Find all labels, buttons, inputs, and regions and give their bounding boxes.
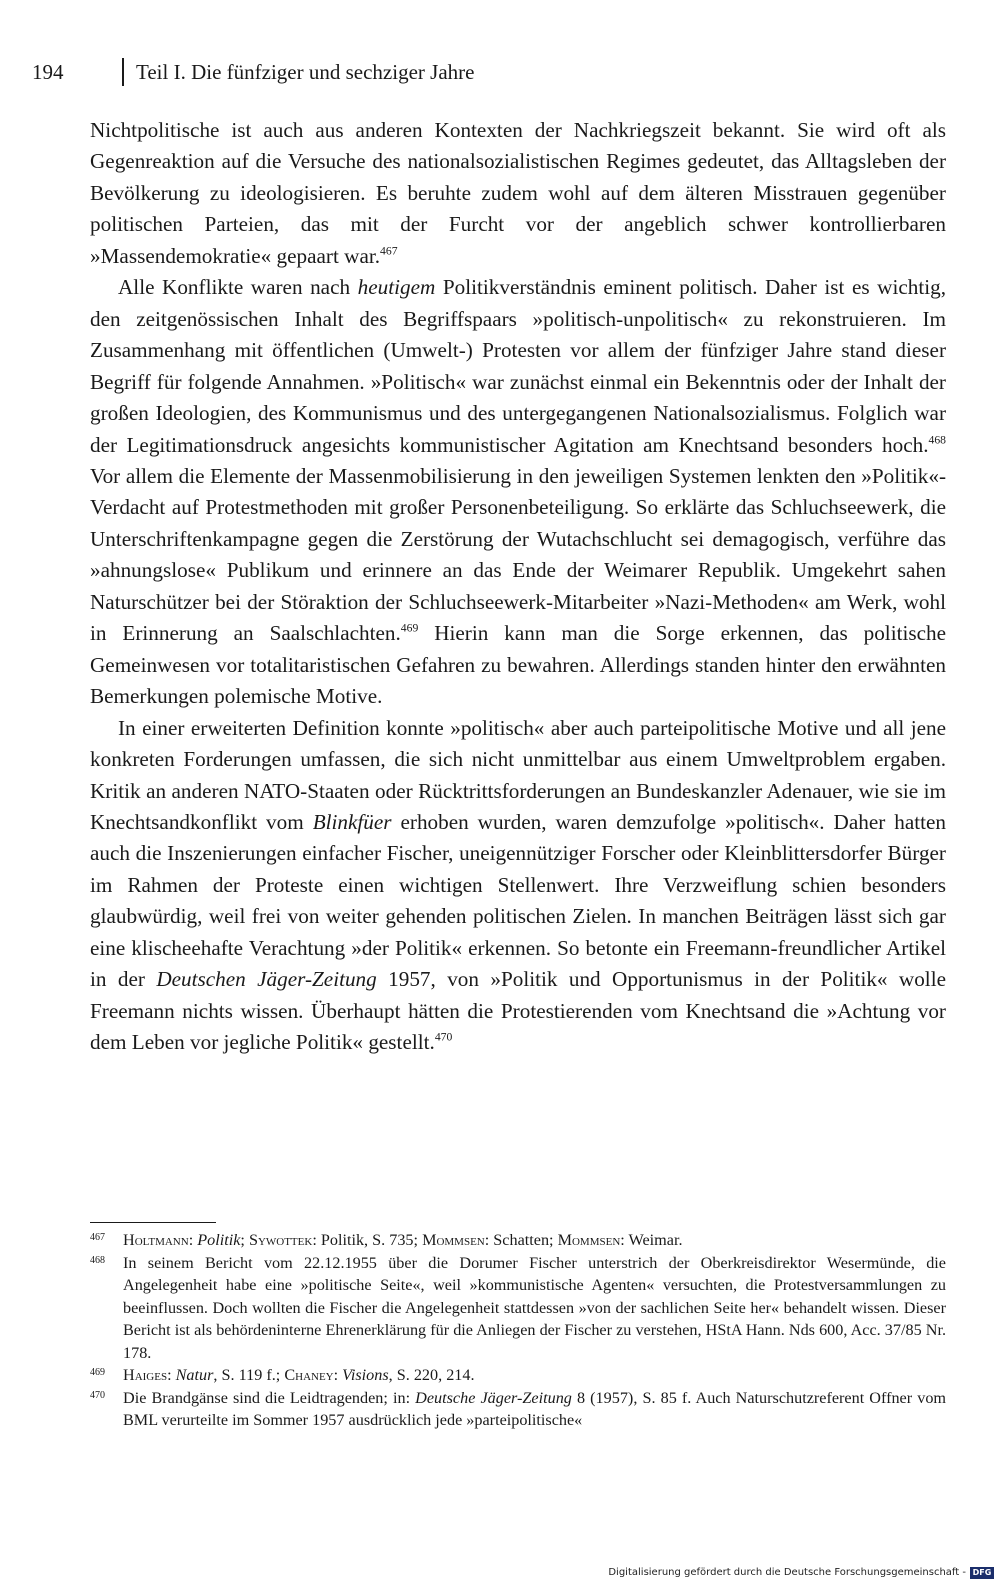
footnote-467 [90, 1229, 946, 1252]
running-header [32, 56, 932, 88]
paragraph-text: Vor allem die Elemente der Massenmobilisierung in den jeweiligen Systemen lenkten den »Politik«-Verdacht auf Protestmethoden mit großer Personenbeteiligung. So erklärte das Schluchseewerk, die Unterschriftenkampagne gegen die Zerstörung der Wutachschlucht sei demagogisch, verführe das »ahnungslose« Publikum und erinnere an das Ende der Weimarer Republik. Umgekehrt sahen Naturschützer bei der Störaktion der Schluchseewerk-Mitarbeiter »Nazi-Methoden« am Werk, wohl in Erinnerung an Saalschlachten. [90, 463, 946, 646]
emphasis-text: Blinkfüer [312, 809, 392, 834]
work-title: Natur [175, 1366, 214, 1384]
author-name: Haiges [123, 1366, 168, 1384]
footnote-text: , S. 119 f.; [213, 1366, 285, 1384]
paragraph-2 [90, 272, 946, 712]
paragraph-text: Politikverständnis eminent politisch. Daher ist es wichtig, den zeitgenössischen Inhalt des Begriffspaars »politisch-unpolitisch« zu rekonstruieren. Im Zusammenhang mit öffentlichen (Umwelt-) Protesten vor allem der fünfziger Jahre stand dieser Begriff für folgende Annahmen. »Politisch« war zunächst einmal ein Bekenntnis oder der Inhalt der großen Ideologien, des Kommunismus und des untergegangenen Nationalsozialismus. Folglich war der Legitimationsdruck angesichts kommunistischer Agitation am Knechtsand besonders hoch. [90, 275, 946, 457]
footnote-text: : [167, 1366, 176, 1384]
author-name: Mommsen [557, 1231, 621, 1249]
footnote-text: ; [240, 1231, 249, 1249]
footnote-number: 467 [90, 1232, 105, 1243]
footnote-text: : [333, 1366, 343, 1384]
footnote-separator [90, 1222, 216, 1223]
footnote-text: : Weimar. [620, 1231, 683, 1249]
footnotes [90, 1229, 946, 1432]
footnote-469 [90, 1364, 946, 1387]
footnote-text: : Politik, S. 735; [312, 1231, 423, 1249]
body-text [90, 115, 946, 1059]
page-number: 194 [32, 60, 64, 84]
footnote-ref-470[interactable]: 470 [434, 1030, 453, 1044]
paragraph-text: Alle Konflikte waren nach [118, 275, 358, 300]
author-name: Sywottek [248, 1231, 313, 1249]
paragraph-3 [90, 713, 946, 1059]
author-name: Holtmann [123, 1231, 189, 1249]
paragraph-text: Hierin kann man die Sorge erkennen, das politische Gemeinwesen vor totalitaristischen Gefahren zu bewahren. Allerdings standen hinter den erwähnten Bemerkungen polemische Motive. [90, 621, 946, 709]
footnote-number: 469 [90, 1367, 105, 1378]
footnote-text: 8 (1957), S. 85 f. Auch Naturschutzreferent Offner vom BML verurteilte im Sommer 1957 ausdrücklich jede »parteipolitische« [123, 1388, 947, 1429]
footnote-ref-469[interactable]: 469 [400, 621, 419, 635]
footnote-text: : Schatten; [484, 1231, 558, 1249]
footnote-text: : [188, 1231, 198, 1249]
dfg-logo: DFG [970, 1567, 994, 1579]
paragraph-text: 1957, von »Politik und Opportunismus in der Politik« wolle Freemann nichts wissen. Überhaupt hätten die Protestierenden vom Knechtsand die »Achtung vor dem Leben vor jegliche Politik« gestellt. [90, 967, 946, 1055]
paragraph-text: erhoben wurden, waren demzufolge »politisch«. Daher hatten auch die Inszenierungen einfacher Fischer, uneigennütziger Forscher oder Kleinblittersdorfer Bürger im Rahmen der Proteste einen wichtigen Stellenwert. Ihre Verzweiflung schien besonders glaubwürdig, weil frei von weiter gehenden politischen Zielen. In manchen Beiträgen lässt sich gar eine klischeehafte Verachtung »der Politik« erkennen. So betonte ein Freemann-freundlicher Artikel in der [90, 809, 947, 992]
footnote-text: Die Brandgänse sind die Leidtragenden; in: [123, 1388, 416, 1407]
header-rule [122, 58, 124, 86]
work-title: Visions [342, 1366, 389, 1384]
paragraph-text: In einer erweiterten Definition konnte »politisch« aber auch parteipolitische Motive und all jene konkreten Forderungen umfassen, die sich nicht unmittelbar aus einem Umweltproblem ergaben. Kritik an anderen NATO-Staaten oder Rücktrittsforderungen an Bundeskanzler Adenauer, wie sie im Knechtsandkonflikt vom [90, 715, 946, 834]
paragraph-text: Nichtpolitische ist auch aus anderen Kontexten der Nachkriegszeit bekannt. Sie wird oft als Gegenreaktion auf die Versuche des nationalsozialistischen Regimes gedeutet, das Alltagsleben der Bevölkerung zu ideologisieren. Es beruhte zudem wohl auf dem älteren Misstrauen gegenüber politischen Parteien, das mit der Furcht vor der angeblich schwer kontrollierbaren »Massendemokratie« gepaart war. [90, 118, 946, 268]
emphasis-text: Deutschen Jäger-Zeitung [156, 967, 377, 992]
work-title: Deutsche Jäger-Zeitung [415, 1388, 572, 1407]
paragraph-1 [90, 115, 946, 272]
work-title: Politik [197, 1231, 241, 1249]
footnote-text: , S. 220, 214. [388, 1366, 475, 1384]
footnote-text: In seinem Bericht vom 22.12.1955 über die Dorumer Fischer unterstrich der Oberkreisdirektor Wesermünde, die Angelegenheit habe eine »politische Seite«, weil »kommunistische Agenten« versuchten, die Protestversammlungen zu beeinflussen. Doch wollten die Fischer die Angelegenheit stattdessen »von der sachlichen Seite her« behandelt wissen. Dieser Bericht ist als behördeninterne Ehrenerklärung für die Anliegen der Fischer zu verstehen, HStA Hann. Nds 600, Acc. 37/85 Nr. 178. [123, 1253, 946, 1362]
footnote-ref-468[interactable]: 468 [928, 432, 946, 446]
footnote-number: 468 [90, 1254, 105, 1266]
footnote-468 [90, 1252, 946, 1365]
running-title: Teil I. Die fünfziger und sechziger Jahre [136, 60, 475, 84]
footnote-470 [90, 1387, 946, 1432]
footnote-ref-467[interactable]: 467 [380, 244, 398, 258]
emphasis-text: heutigem [357, 275, 436, 300]
footnote-number: 470 [90, 1389, 105, 1401]
digitization-note: Digitalisierung gefördert durch die Deutsche Forschungsgemeinschaft - [608, 1567, 966, 1578]
author-name: Mommsen [422, 1231, 485, 1249]
author-name: Chaney [284, 1366, 334, 1384]
